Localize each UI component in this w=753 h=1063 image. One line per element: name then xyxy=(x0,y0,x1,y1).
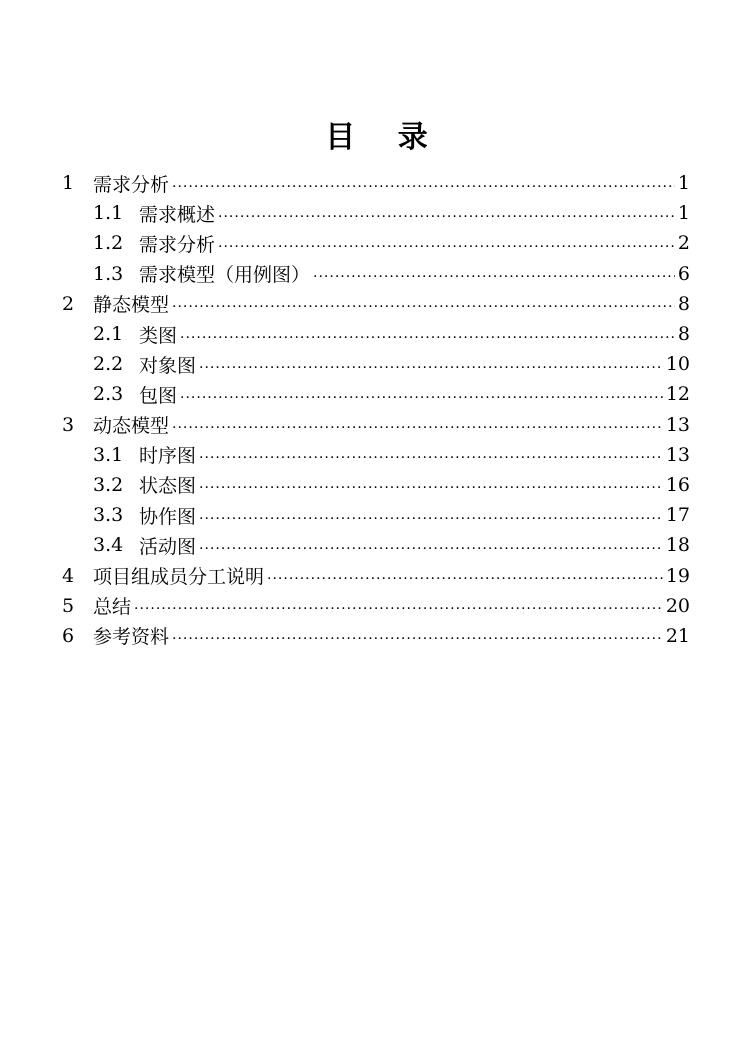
toc-entry-number: 3.3 xyxy=(93,504,124,527)
dot-leader xyxy=(199,506,663,525)
toc-entry-number: 3 xyxy=(62,413,75,436)
toc-entry[interactable] xyxy=(62,168,690,198)
dot-leader xyxy=(172,294,675,313)
toc-entry-title: 时序图 xyxy=(139,445,197,468)
toc-entry-number: 1.3 xyxy=(93,262,124,285)
toc-entry-page: 8 xyxy=(677,292,690,315)
toc-entry-title: 包图 xyxy=(139,384,178,407)
toc-entry[interactable] xyxy=(62,470,690,500)
toc-entry-title: 对象图 xyxy=(139,354,197,377)
toc-entry-number: 5 xyxy=(62,594,75,617)
toc-entry[interactable] xyxy=(62,319,690,349)
toc-entry-page: 13 xyxy=(665,413,690,436)
dot-leader xyxy=(199,536,663,555)
toc-entry-number: 6 xyxy=(62,624,75,647)
toc-entry-title: 需求分析 xyxy=(139,233,216,256)
dot-leader xyxy=(172,415,663,434)
toc-entry-title: 活动图 xyxy=(139,535,197,558)
toc-entry-title: 总结 xyxy=(93,596,132,619)
toc-entry-number: 3.1 xyxy=(93,443,124,466)
toc-entry-number: 1 xyxy=(62,172,75,195)
toc-entry-title: 动态模型 xyxy=(93,415,170,438)
dot-leader xyxy=(313,264,675,283)
toc-entry-title: 参考资料 xyxy=(93,626,170,649)
toc-entry-title: 需求概述 xyxy=(139,203,216,226)
dot-leader xyxy=(199,475,663,494)
toc-entry-number: 2.1 xyxy=(93,323,124,346)
dot-leader xyxy=(267,566,663,585)
toc-entry-page: 1 xyxy=(677,172,690,195)
table-of-contents xyxy=(62,168,690,651)
toc-entry[interactable] xyxy=(62,198,690,228)
toc-entry-page: 16 xyxy=(665,473,690,496)
dot-leader xyxy=(199,355,663,374)
dot-leader xyxy=(134,596,663,615)
toc-title: 目 录 xyxy=(325,120,444,155)
toc-entry-title: 需求分析 xyxy=(93,173,170,196)
toc-entry-title: 类图 xyxy=(139,324,178,347)
dot-leader xyxy=(180,385,663,404)
toc-entry[interactable] xyxy=(62,621,690,651)
toc-entry-title: 协作图 xyxy=(139,505,197,528)
toc-entry-page: 18 xyxy=(665,534,690,557)
toc-entry-number: 2 xyxy=(62,292,75,315)
toc-entry-page: 12 xyxy=(665,383,690,406)
toc-entry-number: 1.1 xyxy=(93,202,124,225)
toc-entry-page: 21 xyxy=(665,624,690,647)
toc-entry-page: 19 xyxy=(665,564,690,587)
toc-entry[interactable] xyxy=(62,228,690,258)
dot-leader xyxy=(172,174,675,193)
toc-entry-number: 3.4 xyxy=(93,534,124,557)
toc-entry[interactable] xyxy=(62,591,690,621)
toc-entry[interactable] xyxy=(62,349,690,379)
toc-entry[interactable] xyxy=(62,379,690,409)
toc-entry-title: 静态模型 xyxy=(93,294,170,317)
toc-entry-page: 20 xyxy=(665,594,690,617)
toc-entry-number: 2.3 xyxy=(93,383,124,406)
toc-entry[interactable] xyxy=(62,289,690,319)
dot-leader xyxy=(218,234,675,253)
toc-entry-title: 状态图 xyxy=(139,475,197,498)
dot-leader xyxy=(218,204,675,223)
toc-entry-page: 1 xyxy=(677,202,690,225)
toc-entry[interactable] xyxy=(62,410,690,440)
toc-entry-page: 10 xyxy=(665,353,690,376)
toc-entry-title: 项目组成员分工说明 xyxy=(93,566,265,589)
toc-entry-number: 2.2 xyxy=(93,353,124,376)
toc-entry-number: 3.2 xyxy=(93,473,124,496)
toc-entry[interactable] xyxy=(62,440,690,470)
toc-entry-number: 4 xyxy=(62,564,75,587)
toc-entry-page: 6 xyxy=(677,262,690,285)
toc-entry-page: 8 xyxy=(677,323,690,346)
dot-leader xyxy=(199,445,663,464)
toc-entry-page: 2 xyxy=(677,232,690,255)
toc-entry[interactable] xyxy=(62,259,690,289)
toc-entry-number: 1.2 xyxy=(93,232,124,255)
toc-entry-page: 13 xyxy=(665,443,690,466)
toc-entry[interactable] xyxy=(62,560,690,590)
dot-leader xyxy=(172,626,663,645)
toc-entry[interactable] xyxy=(62,500,690,530)
toc-entry-page: 17 xyxy=(665,504,690,527)
dot-leader xyxy=(180,325,675,344)
toc-entry-title: 需求模型（用例图） xyxy=(139,264,311,287)
toc-entry[interactable] xyxy=(62,530,690,560)
